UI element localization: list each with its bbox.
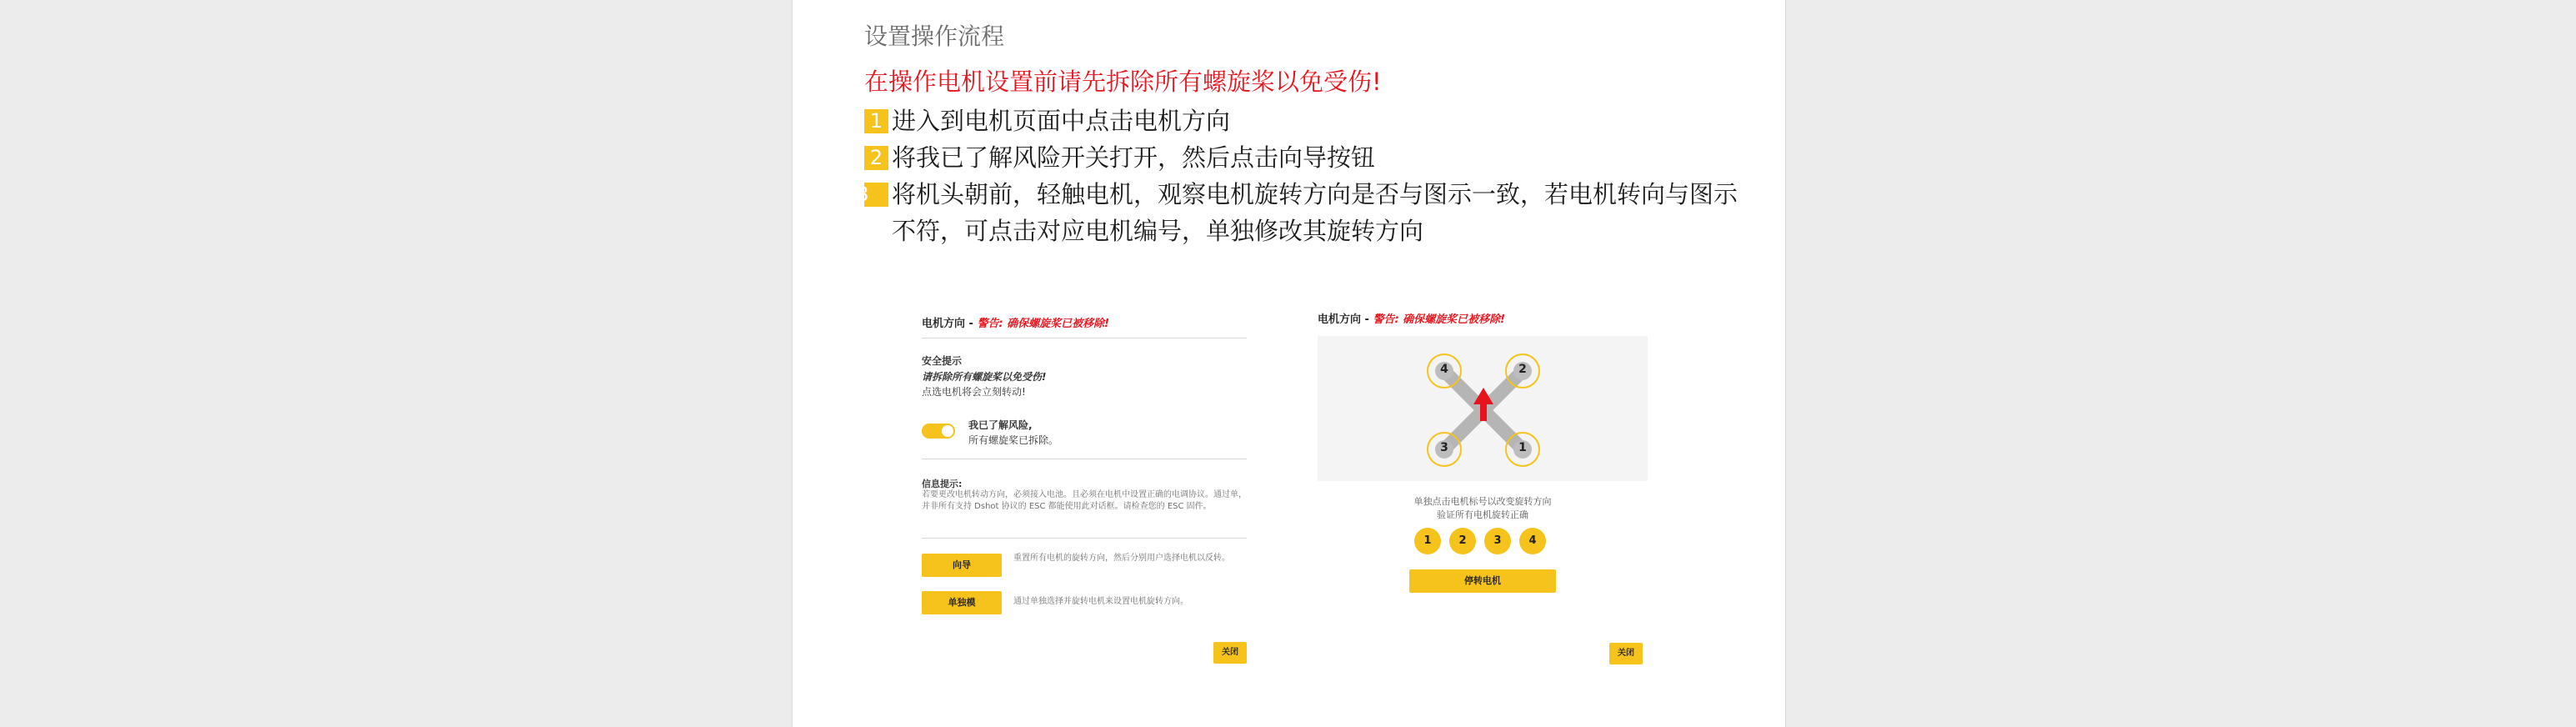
step-text: 将机头朝前，轻触电机，观察电机旋转方向是否与图示一致，若电机转向与图示不符，可点击对应电机编号，单独修改其旋转方向 (892, 180, 1738, 245)
instruction-line-1: 单独点击电机标号以改变旋转方向 (1413, 496, 1552, 507)
step-2 (864, 139, 1714, 176)
close-button[interactable]: 关闭 (1213, 642, 1247, 664)
motor-button-2[interactable]: 2 (1449, 528, 1476, 554)
toggle-label-line2: 所有螺旋桨已拆除。 (968, 434, 1059, 446)
step-number-badge: 1 (864, 109, 888, 133)
safety-red-warning: 请拆除所有螺旋桨以免受伤! (922, 371, 1047, 383)
section-heading: 设置操作流程 (864, 23, 1005, 50)
motor-label-4[interactable]: 4 (1440, 363, 1448, 376)
motor-button-3[interactable]: 3 (1484, 528, 1511, 554)
dialog-title-warning: 警告: 确保螺旋桨已被移除! (977, 318, 1110, 330)
motor-label-1[interactable]: 1 (1518, 441, 1527, 454)
quadcopter-icon (1318, 336, 1648, 481)
safety-note: 点选电机将会立刻转动! (922, 386, 1026, 398)
step-number-badge: 3 (864, 183, 888, 207)
quad-motor-diagram (1318, 336, 1648, 481)
motor-direction-wizard-screenshot (1318, 304, 1651, 688)
motor-button-1[interactable]: 1 (1414, 528, 1441, 554)
motor-button-4[interactable]: 4 (1519, 528, 1546, 554)
instruction-line-2: 验证所有电机旋转正确 (1437, 509, 1528, 520)
dialog-title-warning: 警告: 确保螺旋桨已被移除! (1373, 313, 1506, 326)
motor-direction-dialog-screenshot (922, 304, 1259, 688)
toggle-label-line1: 我已了解风险, (968, 419, 1033, 431)
motor-label-2[interactable]: 2 (1518, 363, 1527, 376)
info-text: 若要更改电机转动方向，必须接入电池。且必须在电机中设置正确的电调协议。通过单，并非所有支持 Dshot 协议的 ESC 都能使用此对话框。请检查您的 ESC 固件。 (922, 490, 1247, 511)
close-button[interactable]: 关闭 (1609, 643, 1643, 664)
single-mode-description: 通过单独选择并旋转电机来设置电机旋转方向。 (1013, 597, 1188, 606)
risk-toggle[interactable] (922, 424, 955, 439)
dialog-title-text: 电机方向 - (922, 318, 978, 330)
divider (922, 538, 1247, 539)
dialog-title (1318, 310, 1505, 326)
document-page (792, 0, 1786, 727)
step-text: 进入到电机页面中点击电机方向 (892, 107, 1231, 135)
step-3 (856, 176, 1742, 249)
stop-motors-button[interactable]: 停转电机 (1409, 569, 1556, 593)
wizard-description: 重置所有电机的旋转方向，然后分别用户选择电机以反转。 (1013, 554, 1230, 563)
single-mode-button[interactable]: 单独模 (922, 591, 1002, 614)
step-number-badge: 2 (864, 146, 888, 170)
safety-title: 安全提示 (922, 355, 963, 367)
dialog-title (922, 314, 1109, 330)
motor-label-3[interactable]: 3 (1440, 441, 1448, 454)
step-text: 将我已了解风险开关打开，然后点击向导按钮 (892, 143, 1376, 172)
wizard-button[interactable]: 向导 (922, 554, 1002, 577)
step-1 (864, 103, 1714, 139)
dialog-title-text: 电机方向 - (1318, 313, 1373, 326)
info-title: 信息提示: (922, 479, 963, 489)
propeller-warning: 在操作电机设置前请先拆除所有螺旋桨以免受伤! (864, 68, 1382, 96)
